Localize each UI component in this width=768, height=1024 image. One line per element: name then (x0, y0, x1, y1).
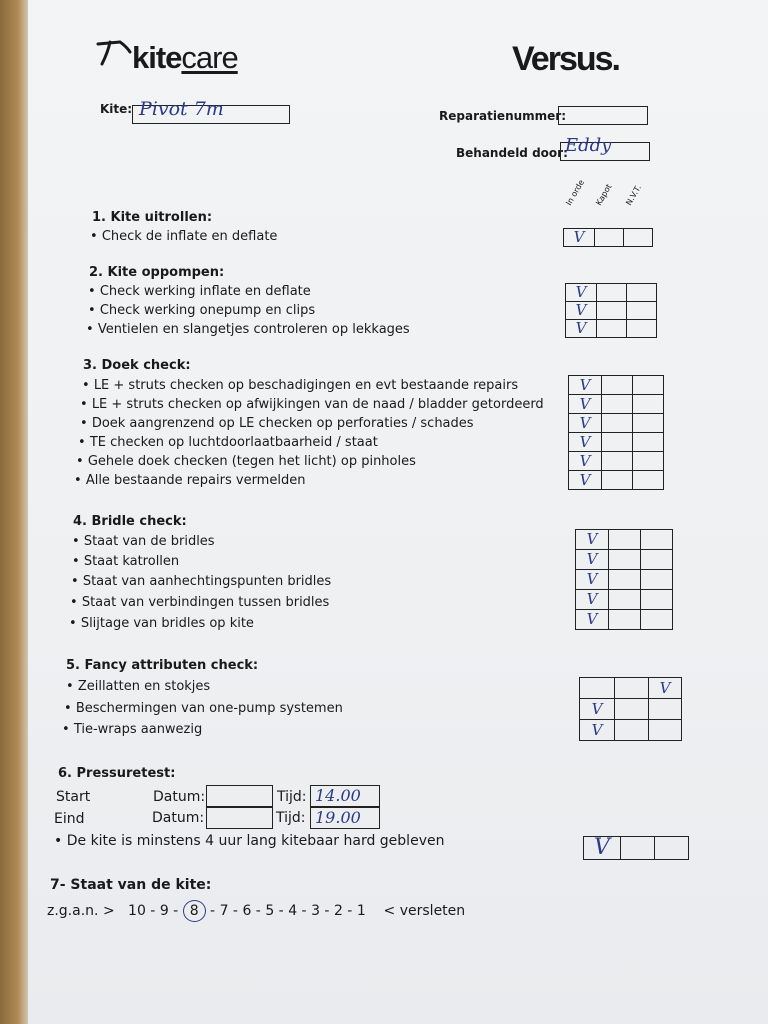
column-header-ok: In orde (564, 178, 587, 207)
check-cell[interactable] (633, 452, 664, 471)
column-header-na: N.V.T. (624, 183, 643, 207)
check-cell[interactable] (584, 837, 621, 860)
list-item: • Staat van de bridles (72, 534, 215, 549)
check-mark: V (579, 394, 591, 413)
check-cell[interactable] (615, 678, 649, 699)
check-cell[interactable] (580, 678, 615, 699)
scale-value[interactable]: 9 (159, 903, 169, 919)
handled-by-field[interactable] (560, 135, 650, 161)
check-cell[interactable] (633, 471, 664, 490)
check-cell[interactable] (580, 720, 615, 741)
list-item: • Doek aangrenzend op LE checken op perforaties / schades (80, 416, 474, 431)
list-item: • Staat van aanhechtingspunten bridles (71, 574, 332, 589)
check-cell[interactable] (602, 452, 633, 471)
scale-value[interactable]: 1 (356, 903, 366, 919)
list-item-text: Ventielen en slangetjes controleren op lekkages (97, 322, 410, 337)
scale-value[interactable]: 3 (311, 903, 320, 919)
list-item: • Tie-wraps aanwezig (62, 722, 203, 737)
check-cell[interactable] (609, 590, 641, 610)
list-item-text: Check werking inflate en deflate (99, 284, 311, 299)
check-mark: V (579, 470, 591, 489)
section-title: 4. Bridle check: (73, 514, 187, 529)
check-cell[interactable] (649, 720, 682, 741)
list-item: • Slijtage van bridles op kite (69, 616, 254, 631)
check-cell[interactable] (641, 530, 673, 550)
start-time-field[interactable] (310, 785, 380, 807)
check-cell[interactable] (633, 433, 664, 452)
repair-number-field[interactable] (558, 106, 648, 125)
list-item-text: Beschermingen van one-pump systemen (75, 701, 343, 716)
kitecare-logo (132, 40, 238, 76)
start-date-field[interactable] (206, 785, 273, 807)
scale-value[interactable]: 6 (242, 903, 252, 919)
check-cell[interactable] (602, 395, 633, 414)
scale-value[interactable]: 7 (219, 903, 229, 919)
checklist-sheet (28, 0, 768, 1024)
list-item-text: Staat van de bridles (83, 534, 215, 549)
check-grid (563, 228, 653, 247)
scale-value[interactable]: 2 (333, 903, 343, 919)
check-cell[interactable] (641, 550, 673, 570)
scale-suffix: < versleten (383, 903, 466, 919)
check-cell[interactable] (576, 570, 609, 590)
check-cell[interactable] (602, 376, 633, 395)
check-mark: V (586, 550, 598, 568)
check-cell[interactable] (641, 590, 673, 610)
list-item-text: Check de inflate en deflate (101, 229, 278, 244)
check-grid (579, 677, 682, 741)
list-item-text: Tie-wraps aanwezig (73, 722, 203, 737)
kite-logo-icon (96, 38, 132, 68)
list-item-text: Staat van verbindingen tussen bridles (81, 595, 330, 610)
list-item: • Check werking inflate en deflate (88, 284, 311, 299)
check-grid (565, 283, 657, 338)
check-cell[interactable] (569, 376, 602, 395)
check-cell[interactable] (633, 376, 664, 395)
scale-prefix: z.g.a.n. > (47, 903, 115, 919)
check-mark: V (579, 451, 591, 470)
check-cell[interactable] (602, 414, 633, 433)
list-item: • LE + struts checken op beschadigingen en evt bestaande repairs (82, 378, 519, 393)
check-cell[interactable] (569, 414, 602, 433)
list-item-text: LE + struts checken op beschadigingen en evt bestaande repairs (93, 378, 519, 393)
repair-number-label: Reparatienummer: (439, 109, 567, 123)
check-mark: V (586, 610, 598, 628)
check-cell[interactable] (576, 590, 609, 610)
check-cell[interactable] (609, 610, 641, 630)
check-mark: V (579, 432, 591, 451)
scale-value[interactable]: 5 (265, 903, 275, 919)
check-cell[interactable] (576, 550, 609, 570)
list-item: • Beschermingen van one-pump systemen (64, 701, 343, 716)
check-cell[interactable] (576, 610, 609, 630)
kite-value: Pivot 7m (139, 98, 224, 120)
check-cell[interactable] (576, 530, 609, 550)
check-cell[interactable] (566, 320, 597, 338)
check-cell[interactable] (649, 678, 682, 699)
check-mark: V (659, 678, 671, 697)
handled-by-value: Eddy (565, 135, 612, 156)
start-time-label: Tijd: (277, 789, 307, 805)
check-cell[interactable] (627, 284, 657, 302)
end-time-label: Tijd: (276, 810, 306, 826)
scale-value[interactable]: 10 (128, 903, 146, 919)
end-time-field[interactable] (310, 807, 380, 829)
list-item-text: Staat van aanhechtingspunten bridles (82, 574, 332, 589)
table-edge (0, 0, 30, 1024)
section-title: 7- Staat van de kite: (50, 877, 212, 893)
column-header-broken: Kapot (594, 182, 614, 207)
scale-value[interactable]: 4 (288, 903, 298, 919)
check-grid (583, 836, 689, 860)
list-item-text: Gehele doek checken (tegen het licht) op pinholes (87, 454, 416, 469)
check-cell[interactable] (609, 570, 641, 590)
check-cell[interactable] (633, 414, 664, 433)
check-cell[interactable] (564, 229, 595, 247)
check-cell[interactable] (597, 320, 627, 338)
list-item-text: Doek aangrenzend op LE checken op perforaties / schades (91, 416, 474, 431)
list-item: • De kite is minstens 4 uur lang kitebaar hard gebleven (54, 833, 445, 849)
check-cell[interactable] (609, 550, 641, 570)
list-item: • Check werking onepump en clips (88, 303, 316, 318)
section-title: 3. Doek check: (83, 358, 191, 373)
end-time-value: 19.00 (315, 808, 361, 827)
logo-care-text: care (181, 40, 238, 75)
check-cell[interactable] (627, 302, 657, 320)
start-label: Start (56, 789, 91, 805)
check-cell[interactable] (566, 284, 597, 302)
check-cell[interactable] (641, 610, 673, 630)
check-mark: V (575, 301, 587, 319)
list-item: • Alle bestaande repairs vermelden (74, 473, 306, 488)
check-cell[interactable] (624, 229, 653, 247)
kite-field[interactable] (132, 98, 290, 124)
check-cell[interactable] (597, 284, 627, 302)
check-cell[interactable] (595, 229, 624, 247)
check-mark: V (594, 835, 610, 860)
list-item: • Zeillatten en stokjes (66, 679, 211, 694)
list-item-text: TE checken op luchtdoorlaatbaarheid / staat (89, 435, 378, 450)
end-date-label: Datum: (152, 810, 205, 826)
check-mark: V (579, 413, 591, 432)
kite-label: Kite: (100, 102, 133, 116)
check-mark: V (591, 720, 603, 739)
check-cell[interactable] (633, 395, 664, 414)
check-cell[interactable] (641, 570, 673, 590)
versus-logo: Versus. (512, 40, 619, 78)
check-cell[interactable] (569, 433, 602, 452)
check-cell[interactable] (597, 302, 627, 320)
check-mark: V (591, 699, 603, 718)
check-cell[interactable] (655, 837, 689, 860)
end-label: Eind (54, 811, 85, 827)
check-cell[interactable] (627, 320, 657, 338)
start-date-label: Datum: (153, 789, 206, 805)
section-title: 6. Pressuretest: (58, 766, 176, 781)
check-cell[interactable] (615, 699, 649, 720)
list-item: • Staat katrollen (72, 554, 180, 569)
check-cell[interactable] (602, 433, 633, 452)
logo-kite-text: kite (132, 40, 182, 75)
section-title: 2. Kite oppompen: (89, 265, 225, 280)
list-item-text: LE + struts checken op afwijkingen van de naad / bladder getordeerd (91, 397, 544, 412)
list-item: • Check de inflate en deflate (90, 229, 278, 244)
check-cell[interactable] (615, 720, 649, 741)
check-cell[interactable] (569, 452, 602, 471)
section-title: 5. Fancy attributen check: (66, 658, 259, 673)
check-cell[interactable] (569, 395, 602, 414)
check-mark: V (575, 283, 587, 301)
list-item-text: Zeillatten en stokjes (77, 679, 211, 694)
end-date-field[interactable] (206, 807, 273, 829)
check-cell[interactable] (569, 471, 602, 490)
check-grid (575, 529, 673, 630)
check-cell[interactable] (621, 837, 655, 860)
section-title: 1. Kite uitrollen: (92, 210, 213, 225)
list-item: • Gehele doek checken (tegen het licht) op pinholes (76, 454, 416, 469)
check-mark: V (575, 319, 587, 337)
list-item-text: De kite is minstens 4 uur lang kitebaar hard gebleven (66, 833, 445, 849)
check-cell[interactable] (566, 302, 597, 320)
check-mark: V (586, 570, 598, 588)
list-item: • TE checken op luchtdoorlaatbaarheid / staat (78, 435, 378, 450)
check-mark: V (586, 590, 598, 608)
condition-scale: z.g.a.n. > 10 - 9 - 8 - 7 - 6 - 5 - 4 - 3 - 2 - 1 < versleten (47, 903, 465, 919)
check-cell[interactable] (602, 471, 633, 490)
list-item: • LE + struts checken op afwijkingen van de naad / bladder getordeerd (80, 397, 544, 412)
start-time-value: 14.00 (315, 786, 361, 805)
list-item-text: Check werking onepump en clips (99, 303, 316, 318)
check-cell[interactable] (580, 699, 615, 720)
list-item-text: Staat katrollen (83, 554, 180, 569)
check-grid (568, 375, 664, 490)
check-cell[interactable] (609, 530, 641, 550)
check-cell[interactable] (649, 699, 682, 720)
list-item: • Staat van verbindingen tussen bridles (70, 595, 330, 610)
handled-by-label: Behandeld door: (456, 146, 568, 160)
list-item: • Ventielen en slangetjes controleren op lekkages (86, 322, 410, 337)
list-item-text: Slijtage van bridles op kite (80, 616, 254, 631)
check-mark: V (579, 375, 591, 394)
check-mark: V (573, 228, 585, 246)
list-item-text: Alle bestaande repairs vermelden (85, 473, 306, 488)
scale-value-selected[interactable]: 8 (183, 900, 206, 922)
check-mark: V (586, 530, 598, 548)
